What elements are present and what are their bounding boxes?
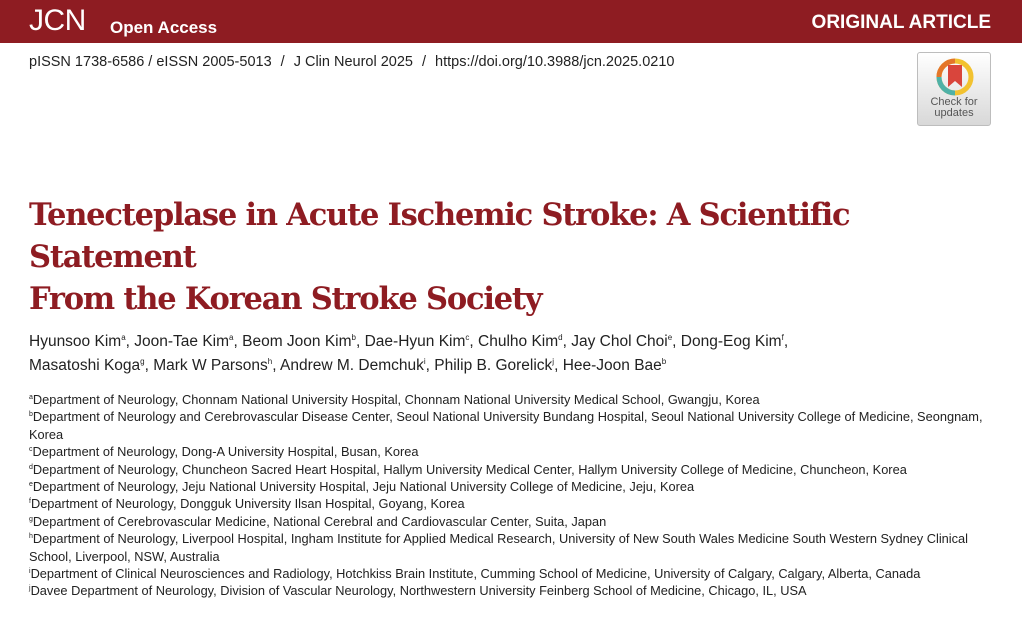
article-title [29, 194, 1004, 320]
affiliation-marker: e [29, 481, 33, 489]
check-updates-line2: updates [934, 107, 974, 119]
affiliation-marker: a [29, 394, 33, 401]
affiliation-marker: c [29, 446, 33, 454]
author-name: Hyunsoo Kim [29, 333, 122, 350]
affiliation-item [29, 565, 1004, 582]
author-separator: , [562, 333, 572, 350]
affiliation-item [29, 443, 1004, 460]
meta-separator: / [421, 54, 427, 70]
author[interactable] [280, 357, 426, 374]
author-affiliation-marker: a [121, 333, 126, 342]
author-name: Beom Joon Kim [242, 333, 352, 350]
author-name: Hee-Joon Bae [562, 357, 662, 374]
author-separator: , [125, 333, 135, 350]
author[interactable] [242, 333, 356, 350]
author[interactable] [153, 357, 272, 374]
author[interactable] [29, 333, 126, 350]
affiliation-marker: j [29, 585, 31, 593]
author-affiliation-marker: j [552, 357, 555, 366]
author-affiliation-marker: d [558, 333, 563, 342]
affiliation-text: Department of Neurology, Liverpool Hospital, Ingham Institute for Applied Medical Research, University of New South Wales Medicine South Western Sydney Clinical School, Liverpool, NSW, Australia [29, 531, 968, 564]
affiliation-item [29, 461, 1004, 478]
author-separator: , [469, 333, 479, 350]
author[interactable] [478, 333, 563, 350]
author-separator: , [144, 357, 154, 374]
journal-logo[interactable]: JCN [29, 4, 86, 37]
author-affiliation-marker: a [229, 333, 234, 342]
affiliation-marker: g [29, 515, 33, 523]
author-affiliation-marker: c [465, 333, 470, 342]
author-separator: , [425, 357, 435, 374]
affiliation-item [29, 513, 1004, 530]
author[interactable] [681, 333, 784, 350]
affiliation-marker: i [29, 568, 31, 576]
author-name: Dae-Hyun Kim [364, 333, 466, 350]
affiliation-text: Department of Clinical Neurosciences and Radiology, Hotchkiss Brain Institute, Cumming School of Medicine, University of Calgary, Calgary, Alberta, Canada [30, 566, 921, 582]
affiliation-marker: f [29, 498, 31, 506]
author-separator: , [554, 357, 563, 374]
journal-header-bar [0, 0, 1022, 43]
author-name: Joon-Tae Kim [134, 333, 230, 350]
author-affiliation-marker: e [667, 333, 673, 342]
crossmark-icon [935, 57, 975, 97]
meta-separator: / [280, 54, 285, 70]
author-affiliation-marker: b [661, 357, 667, 366]
author-affiliation-marker: g [140, 357, 145, 366]
affiliation-item [29, 478, 1004, 495]
author-name: Chulho Kim [478, 333, 559, 350]
affiliation-text: Department of Neurology, Chuncheon Sacred Heart Hospital, Hallym University Medical Center, Hallym University College of Medicine, Chuncheon, Korea [32, 461, 907, 477]
doi-link[interactable]: https://doi.org/10.3988/jcn.2025.0210 [435, 54, 675, 70]
author-separator: , [233, 333, 243, 350]
author[interactable] [134, 333, 233, 350]
affiliation-text: Department of Neurology, Dong-A University Hospital, Busan, Korea [32, 444, 419, 460]
author-name: Masatoshi Koga [29, 357, 141, 374]
affiliation-marker: h [29, 533, 33, 541]
affiliation-item [29, 582, 1004, 599]
affiliation-list [29, 391, 1004, 600]
author[interactable] [29, 357, 145, 374]
affiliation-text: Department of Neurology, Dongguk University Ilsan Hospital, Goyang, Korea [30, 496, 465, 512]
affiliation-item [29, 408, 1004, 443]
affiliation-marker: b [29, 411, 33, 419]
author-separator: , [272, 357, 281, 374]
author-name: Mark W Parsons [153, 357, 268, 374]
affiliation-text: Department of Neurology, Jeju National University Hospital, Jeju National University College of Medicine, Jeju, Korea [32, 479, 695, 495]
publication-meta [29, 52, 674, 72]
author[interactable] [563, 357, 667, 374]
author-name: Dong-Eog Kim [680, 333, 782, 350]
affiliation-marker: d [29, 463, 33, 471]
citation-text: J Clin Neurol 2025 [293, 54, 413, 70]
check-for-updates-label [918, 97, 990, 119]
affiliation-text: Davee Department of Neurology, Division of Vascular Neurology, Northwestern University Feinberg School of Medicine, Chicago, IL, USA [30, 583, 807, 599]
affiliation-text: Department of Neurology and Cerebrovascular Disease Center, Seoul National University Bundang Hospital, Seoul National University College of Medicine, Seongnam, Korea [29, 409, 983, 442]
author-separator: , [355, 333, 365, 350]
issn-text: pISSN 1738-6586 / eISSN 2005-5013 [29, 54, 272, 70]
title-line-1: Tenecteplase in Acute Ischemic Stroke: A Scientific Statement [29, 197, 850, 275]
author-affiliation-marker: i [423, 357, 426, 366]
author-list [29, 330, 1004, 378]
author-name: Philip B. Gorelick [434, 357, 553, 374]
author[interactable] [365, 333, 470, 350]
author-separator: , [672, 333, 681, 350]
affiliation-item [29, 530, 1004, 565]
open-access-label: Open Access [110, 18, 218, 37]
author-affiliation-marker: h [267, 357, 273, 366]
author-name: Andrew M. Demchuk [280, 357, 424, 374]
article-type-label: ORIGINAL ARTICLE [811, 12, 991, 33]
affiliation-item [29, 495, 1004, 512]
check-updates-line1: Check for [930, 96, 978, 108]
affiliation-item [29, 391, 1004, 408]
affiliation-text: Department of Neurology, Chonnam National University Hospital, Chonnam National University Medical School, Gwangju, Korea [32, 392, 760, 407]
author-affiliation-marker: f [781, 333, 784, 342]
author[interactable] [571, 333, 672, 350]
title-line-2: From the Korean Stroke Society [29, 281, 542, 317]
author-affiliation-marker: b [351, 333, 356, 342]
affiliation-text: Department of Cerebrovascular Medicine, National Cerebral and Cardiovascular Center, Suita, Japan [32, 513, 607, 529]
author-name: Jay Chol Choi [571, 333, 668, 350]
author-separator: , [783, 333, 789, 350]
check-for-updates-button[interactable] [917, 52, 991, 126]
author[interactable] [434, 357, 554, 374]
